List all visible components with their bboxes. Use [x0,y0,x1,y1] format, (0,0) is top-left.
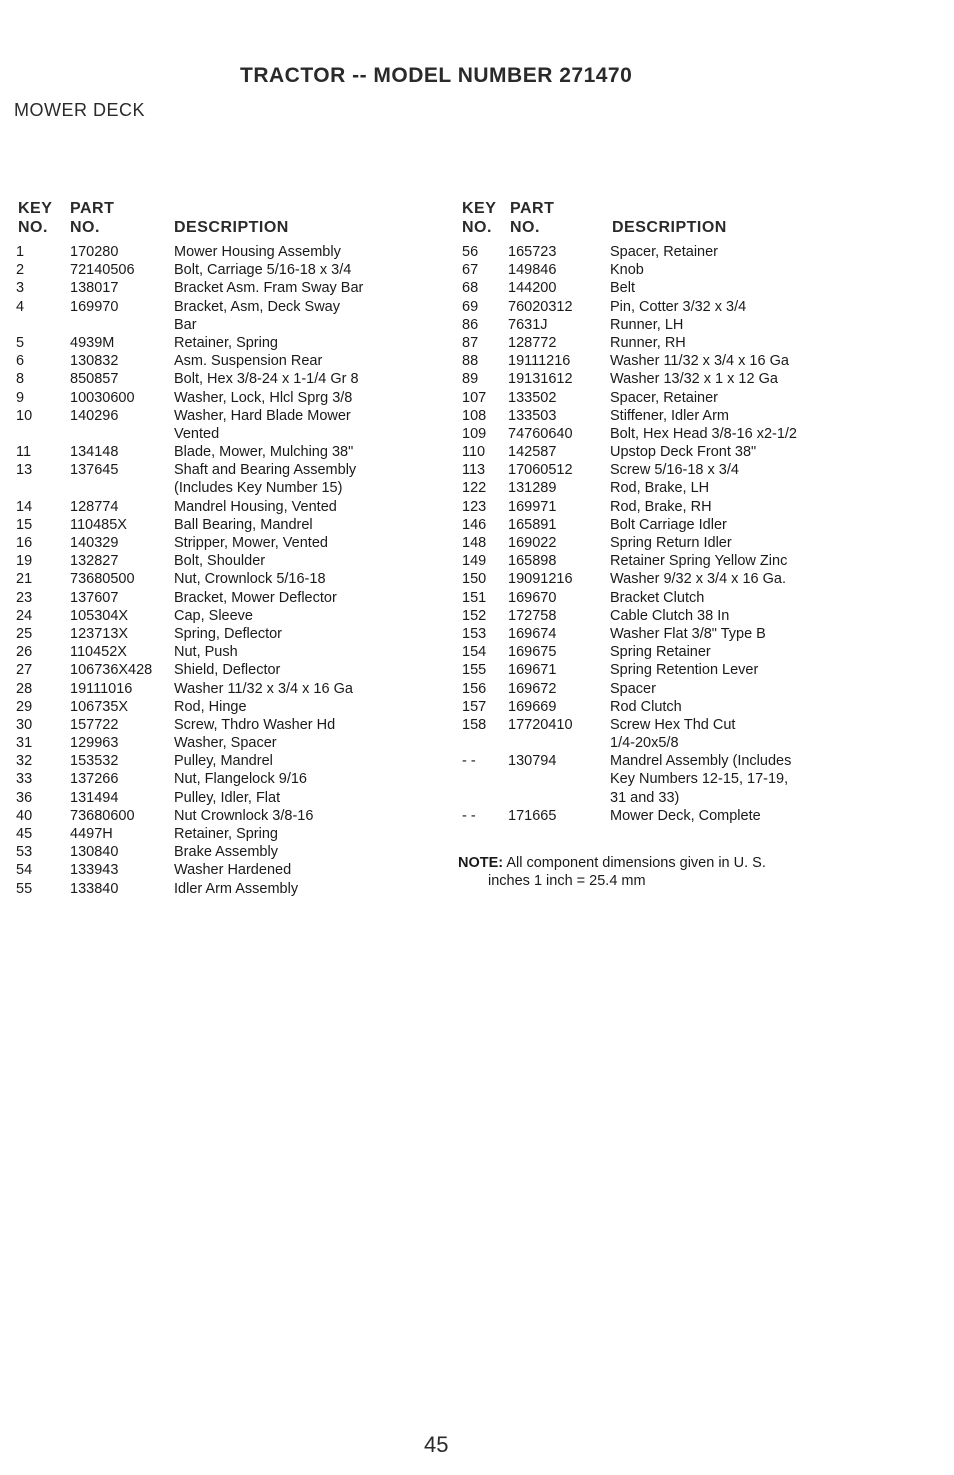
table-row [16,661,436,679]
key-no-cell: 87 [462,334,479,351]
table-row [462,607,932,625]
part-no-cell: 110452X [70,644,127,661]
part-no-cell: 130794 [508,753,557,770]
table-row [462,407,932,425]
table-row [462,661,932,679]
description-cell: Bolt, Carriage 5/16-18 x 3/4 [174,262,352,279]
description-cell: Brake Assembly [174,844,278,861]
section-title: MOWER DECK [14,100,145,120]
part-no-cell: 169672 [508,680,557,697]
description-cell: Mandrel Housing, Vented [174,498,337,515]
table-row [16,498,436,516]
part-no-cell: 133503 [508,407,557,424]
description-cell: Key Numbers 12-15, 17-19, [610,771,789,788]
description-cell: Mandrel Assembly (Includes [610,753,792,770]
key-no-cell: 151 [462,589,487,606]
description-cell: Washer Flat 3/8" Type B [610,625,766,642]
key-no-cell: 3 [16,280,25,297]
key-no-cell: - - [462,807,476,824]
table-row [462,734,932,752]
description-cell: Bolt, Shoulder [174,553,266,570]
key-no-cell: 108 [462,407,487,424]
key-no-cell: 36 [16,789,33,806]
table-row [462,443,932,461]
description-cell: Spring Retention Lever [610,662,759,679]
description-cell: Pin, Cotter 3/32 x 3/4 [610,298,747,315]
key-no-cell: 148 [462,535,487,551]
table-row [16,570,436,588]
key-no-cell: 2 [16,262,25,279]
table-row [16,334,436,352]
key-no-cell: 32 [16,753,33,770]
part-no-cell: 131494 [70,789,119,806]
key-no-cell: 10 [16,407,33,424]
key-no-cell: 21 [16,571,33,588]
description-cell: Nut, Push [174,644,238,661]
table-row [16,516,436,534]
part-no-cell: 106736X428 [70,662,153,679]
table-row [16,589,436,607]
table-row [462,589,932,607]
key-no-cell: 28 [16,680,33,697]
description-cell: Screw 5/16-18 x 3/4 [610,462,739,479]
part-no-cell: 133840 [70,880,119,897]
description-cell: Knob [610,262,644,279]
table-row [16,479,436,497]
left-part-header-top: PART [70,200,115,217]
description-cell: Mower Housing Assembly [174,244,341,260]
right-key-header-no: NO. [462,219,492,236]
key-no-cell: 110 [462,444,486,461]
key-no-cell: 55 [16,880,33,897]
part-no-cell: 144200 [508,280,557,297]
key-no-cell: 146 [462,516,487,533]
description-cell: Nut, Crownlock 5/16-18 [174,571,326,588]
table-row [16,880,436,898]
table-row [16,298,436,316]
description-cell: 1/4-20x5/8 [610,735,679,752]
part-no-cell: 73680500 [70,571,135,588]
key-no-cell: 8 [16,371,25,388]
key-no-cell: 15 [16,516,33,533]
description-cell: Cap, Sleeve [174,607,253,624]
description-cell: Washer Hardened [174,862,292,879]
key-no-cell: 24 [16,607,33,624]
part-no-cell: 76020312 [508,298,573,315]
description-cell: Washer 9/32 x 3/4 x 16 Ga. [610,571,786,588]
description-cell: Bracket, Asm, Deck Sway [174,298,340,315]
key-no-cell: - - [462,753,476,770]
table-row [16,389,436,407]
table-row [462,534,932,552]
part-no-cell: 169674 [508,625,557,642]
description-cell: Screw, Thdro Washer Hd [174,716,336,733]
part-no-cell: 128774 [70,498,119,515]
key-no-cell: 113 [462,462,486,479]
table-row [16,716,436,734]
table-row [16,607,436,625]
description-cell: Spacer [610,680,656,697]
key-no-cell: 158 [462,716,487,733]
description-cell: Pulley, Idler, Flat [174,789,281,806]
key-no-cell: 86 [462,316,479,333]
description-cell: Washer, Spacer [174,735,277,752]
part-no-cell: 149846 [508,262,557,279]
part-no-cell: 72140506 [70,262,135,279]
table-row [462,752,932,770]
right-key-header-top: KEY [462,200,497,217]
key-no-cell: 154 [462,644,487,661]
description-cell: Bracket Clutch [610,589,705,606]
table-row [462,279,932,297]
table-row [16,807,436,825]
page-title: TRACTOR -- MODEL NUMBER 271470 [240,64,633,87]
key-no-cell: 30 [16,716,33,733]
table-row [16,279,436,297]
part-no-cell: 4497H [70,826,113,842]
part-no-cell: 106735X [70,698,129,715]
table-row [462,789,932,807]
key-no-cell: 19 [16,553,33,570]
table-row [16,461,436,479]
table-row [16,789,436,807]
left-parts-list [16,243,436,898]
part-no-cell: 110485X [70,516,127,533]
part-no-cell: 19131612 [508,371,573,388]
key-no-cell: 122 [462,480,487,497]
description-cell: Blade, Mower, Mulching 38" [174,444,354,461]
key-no-cell: 89 [462,371,479,388]
description-cell: Retainer, Spring [174,826,278,842]
key-no-cell: 5 [16,334,25,351]
key-no-cell: 153 [462,625,487,642]
table-row [16,643,436,661]
table-row [16,316,436,334]
part-no-cell: 169970 [70,298,119,315]
part-no-cell: 128772 [508,334,557,351]
table-row [462,243,932,261]
description-cell: Washer 11/32 x 3/4 x 16 Ga [610,353,789,370]
part-no-cell: 137607 [70,589,119,606]
table-row [462,461,932,479]
part-no-cell: 172758 [508,607,557,624]
key-no-cell: 45 [16,826,33,842]
table-row [462,352,932,370]
description-cell: Nut Crownlock 3/8-16 [174,807,314,824]
part-no-cell: 19111016 [70,680,133,697]
key-no-cell: 150 [462,571,487,588]
table-row [16,680,436,698]
description-cell: Spring Retainer [610,644,711,661]
table-row [16,352,436,370]
key-no-cell: 4 [16,298,25,315]
key-no-cell: 6 [16,353,25,370]
part-no-cell: 165723 [508,244,557,260]
part-no-cell: 170280 [70,244,119,260]
key-no-cell: 23 [16,589,33,606]
part-no-cell: 171665 [508,807,557,824]
table-row [16,825,436,843]
table-row [462,643,932,661]
table-row [462,479,932,497]
table-row [16,770,436,788]
note-line-2: inches 1 inch = 25.4 mm [488,873,646,889]
part-no-cell: 130832 [70,353,119,370]
left-part-header-no: NO. [70,219,100,236]
description-cell: Nut, Flangelock 9/16 [174,771,307,788]
description-cell: Rod, Hinge [174,698,247,715]
key-no-cell: 1 [16,244,25,260]
key-no-cell: 27 [16,662,33,679]
part-no-cell: 19091216 [508,571,573,588]
table-row [462,370,932,388]
key-no-cell: 123 [462,498,487,515]
part-no-cell: 140329 [70,535,119,551]
table-row [16,625,436,643]
description-cell: Washer 13/32 x 1 x 12 Ga [610,371,778,388]
table-row [16,443,436,461]
table-row [16,843,436,861]
table-row [462,516,932,534]
description-cell: Bolt, Hex 3/8-24 x 1-1/4 Gr 8 [174,371,359,388]
description-cell: Spring, Deflector [174,625,282,642]
table-row [16,861,436,879]
page-number: 45 [424,1432,449,1457]
table-row [16,752,436,770]
table-row [462,552,932,570]
key-no-cell: 67 [462,262,479,279]
part-no-cell: 132827 [70,553,119,570]
part-no-cell: 133502 [508,389,557,406]
table-row [16,243,436,261]
description-cell: Bolt, Hex Head 3/8-16 x2-1/2 [610,425,797,442]
description-cell: Stripper, Mower, Vented [174,535,328,551]
part-no-cell: 165891 [508,516,557,533]
part-no-cell: 74760640 [508,425,573,442]
part-no-cell: 133943 [70,862,119,879]
part-no-cell: 169675 [508,644,557,661]
table-row [462,625,932,643]
left-key-header-top: KEY [18,200,53,217]
key-no-cell: 152 [462,607,487,624]
table-row [462,716,932,734]
key-no-cell: 149 [462,553,487,570]
description-cell: Asm. Suspension Rear [174,353,323,370]
description-cell: Rod, Brake, LH [610,480,710,497]
part-no-cell: 165898 [508,553,557,570]
table-row [462,770,932,788]
table-row [16,734,436,752]
key-no-cell: 156 [462,680,487,697]
description-cell: Vented [174,425,220,442]
table-row [16,425,436,443]
description-cell: Idler Arm Assembly [174,880,299,897]
description-cell: Stiffener, Idler Arm [610,407,730,424]
part-no-cell: 17060512 [508,462,573,479]
table-row [16,552,436,570]
table-row [16,698,436,716]
part-no-cell: 169022 [508,535,557,551]
part-no-cell: 137645 [70,462,119,479]
table-row [462,389,932,407]
table-row [16,534,436,552]
part-no-cell: 105304X [70,607,129,624]
key-no-cell: 25 [16,625,33,642]
key-no-cell: 56 [462,244,479,260]
part-no-cell: 17720410 [508,716,573,733]
description-cell: (Includes Key Number 15) [174,480,343,497]
key-no-cell: 16 [16,535,33,551]
table-row [462,807,932,825]
description-cell: Mower Deck, Complete [610,807,761,824]
part-no-cell: 130840 [70,844,119,861]
part-no-cell: 138017 [70,280,119,297]
part-no-cell: 169971 [508,498,557,515]
table-row [462,298,932,316]
description-cell: Pulley, Mandrel [174,753,273,770]
key-no-cell: 29 [16,698,33,715]
part-no-cell: 153532 [70,753,119,770]
right-part-header-no: NO. [510,219,540,236]
part-no-cell: 140296 [70,407,119,424]
right-parts-list [462,243,932,825]
table-row [462,570,932,588]
key-no-cell: 155 [462,662,487,679]
right-part-header-top: PART [510,200,555,217]
key-no-cell: 157 [462,698,487,715]
description-cell: Washer, Lock, Hlcl Sprg 3/8 [174,389,353,406]
note-line-1: All component dimensions given in U. S. [506,855,766,871]
table-row [462,680,932,698]
description-cell: Retainer Spring Yellow Zinc [610,553,788,570]
key-no-cell: 9 [16,389,25,406]
key-no-cell: 11 [16,444,32,461]
key-no-cell: 40 [16,807,33,824]
description-cell: Spacer, Retainer [610,389,719,406]
description-cell: Belt [610,280,635,297]
key-no-cell: 109 [462,425,487,442]
table-row [16,370,436,388]
part-no-cell: 157722 [70,716,119,733]
description-cell: Screw Hex Thd Cut [610,716,736,733]
dimensions-note [458,854,766,890]
left-description-header: DESCRIPTION [174,219,289,236]
note-label: NOTE: [458,855,504,871]
key-no-cell: 69 [462,298,479,315]
part-no-cell: 169669 [508,698,557,715]
part-no-cell: 123713X [70,625,129,642]
description-cell: Retainer, Spring [174,334,278,351]
table-row [16,261,436,279]
part-no-cell: 73680600 [70,807,135,824]
table-row [462,425,932,443]
part-no-cell: 129963 [70,735,119,752]
left-key-header-no: NO. [18,219,48,236]
key-no-cell: 13 [16,462,33,479]
table-row [462,698,932,716]
part-no-cell: 4939M [70,334,115,351]
right-description-header: DESCRIPTION [612,219,727,236]
part-no-cell: 19111216 [508,353,571,370]
description-cell: Runner, RH [610,334,686,351]
table-row [16,407,436,425]
key-no-cell: 54 [16,862,33,879]
description-cell: Spring Return Idler [610,535,732,551]
key-no-cell: 68 [462,280,479,297]
key-no-cell: 107 [462,389,487,406]
key-no-cell: 88 [462,353,479,370]
table-row [462,316,932,334]
description-cell: Bar [174,316,197,333]
description-cell: Ball Bearing, Mandrel [174,516,313,533]
description-cell: Cable Clutch 38 In [610,607,730,624]
description-cell: Rod, Brake, RH [610,498,712,515]
table-row [462,498,932,516]
description-cell: Rod Clutch [610,698,682,715]
description-cell: Shaft and Bearing Assembly [174,462,357,479]
key-no-cell: 26 [16,644,33,661]
description-cell: Bolt Carriage Idler [610,516,727,533]
key-no-cell: 33 [16,771,33,788]
part-no-cell: 850857 [70,371,119,388]
description-cell: Runner, LH [610,316,684,333]
description-cell: 31 and 33) [610,789,680,806]
table-row [462,261,932,279]
part-no-cell: 131289 [508,480,557,497]
description-cell: Bracket, Mower Deflector [174,589,337,606]
description-cell: Spacer, Retainer [610,244,719,260]
part-no-cell: 134148 [70,444,119,461]
description-cell: Bracket Asm. Fram Sway Bar [174,280,364,297]
key-no-cell: 31 [16,735,33,752]
part-no-cell: 169671 [508,662,557,679]
part-no-cell: 7631J [508,316,548,333]
description-cell: Washer, Hard Blade Mower [174,407,351,424]
part-no-cell: 169670 [508,589,557,606]
key-no-cell: 14 [16,498,33,515]
part-no-cell: 142587 [508,444,557,461]
key-no-cell: 53 [16,844,33,861]
part-no-cell: 10030600 [70,389,135,406]
description-cell: Washer 11/32 x 3/4 x 16 Ga [174,680,353,697]
part-no-cell: 137266 [70,771,119,788]
description-cell: Upstop Deck Front 38" [610,444,757,461]
description-cell: Shield, Deflector [174,662,281,679]
table-row [462,334,932,352]
